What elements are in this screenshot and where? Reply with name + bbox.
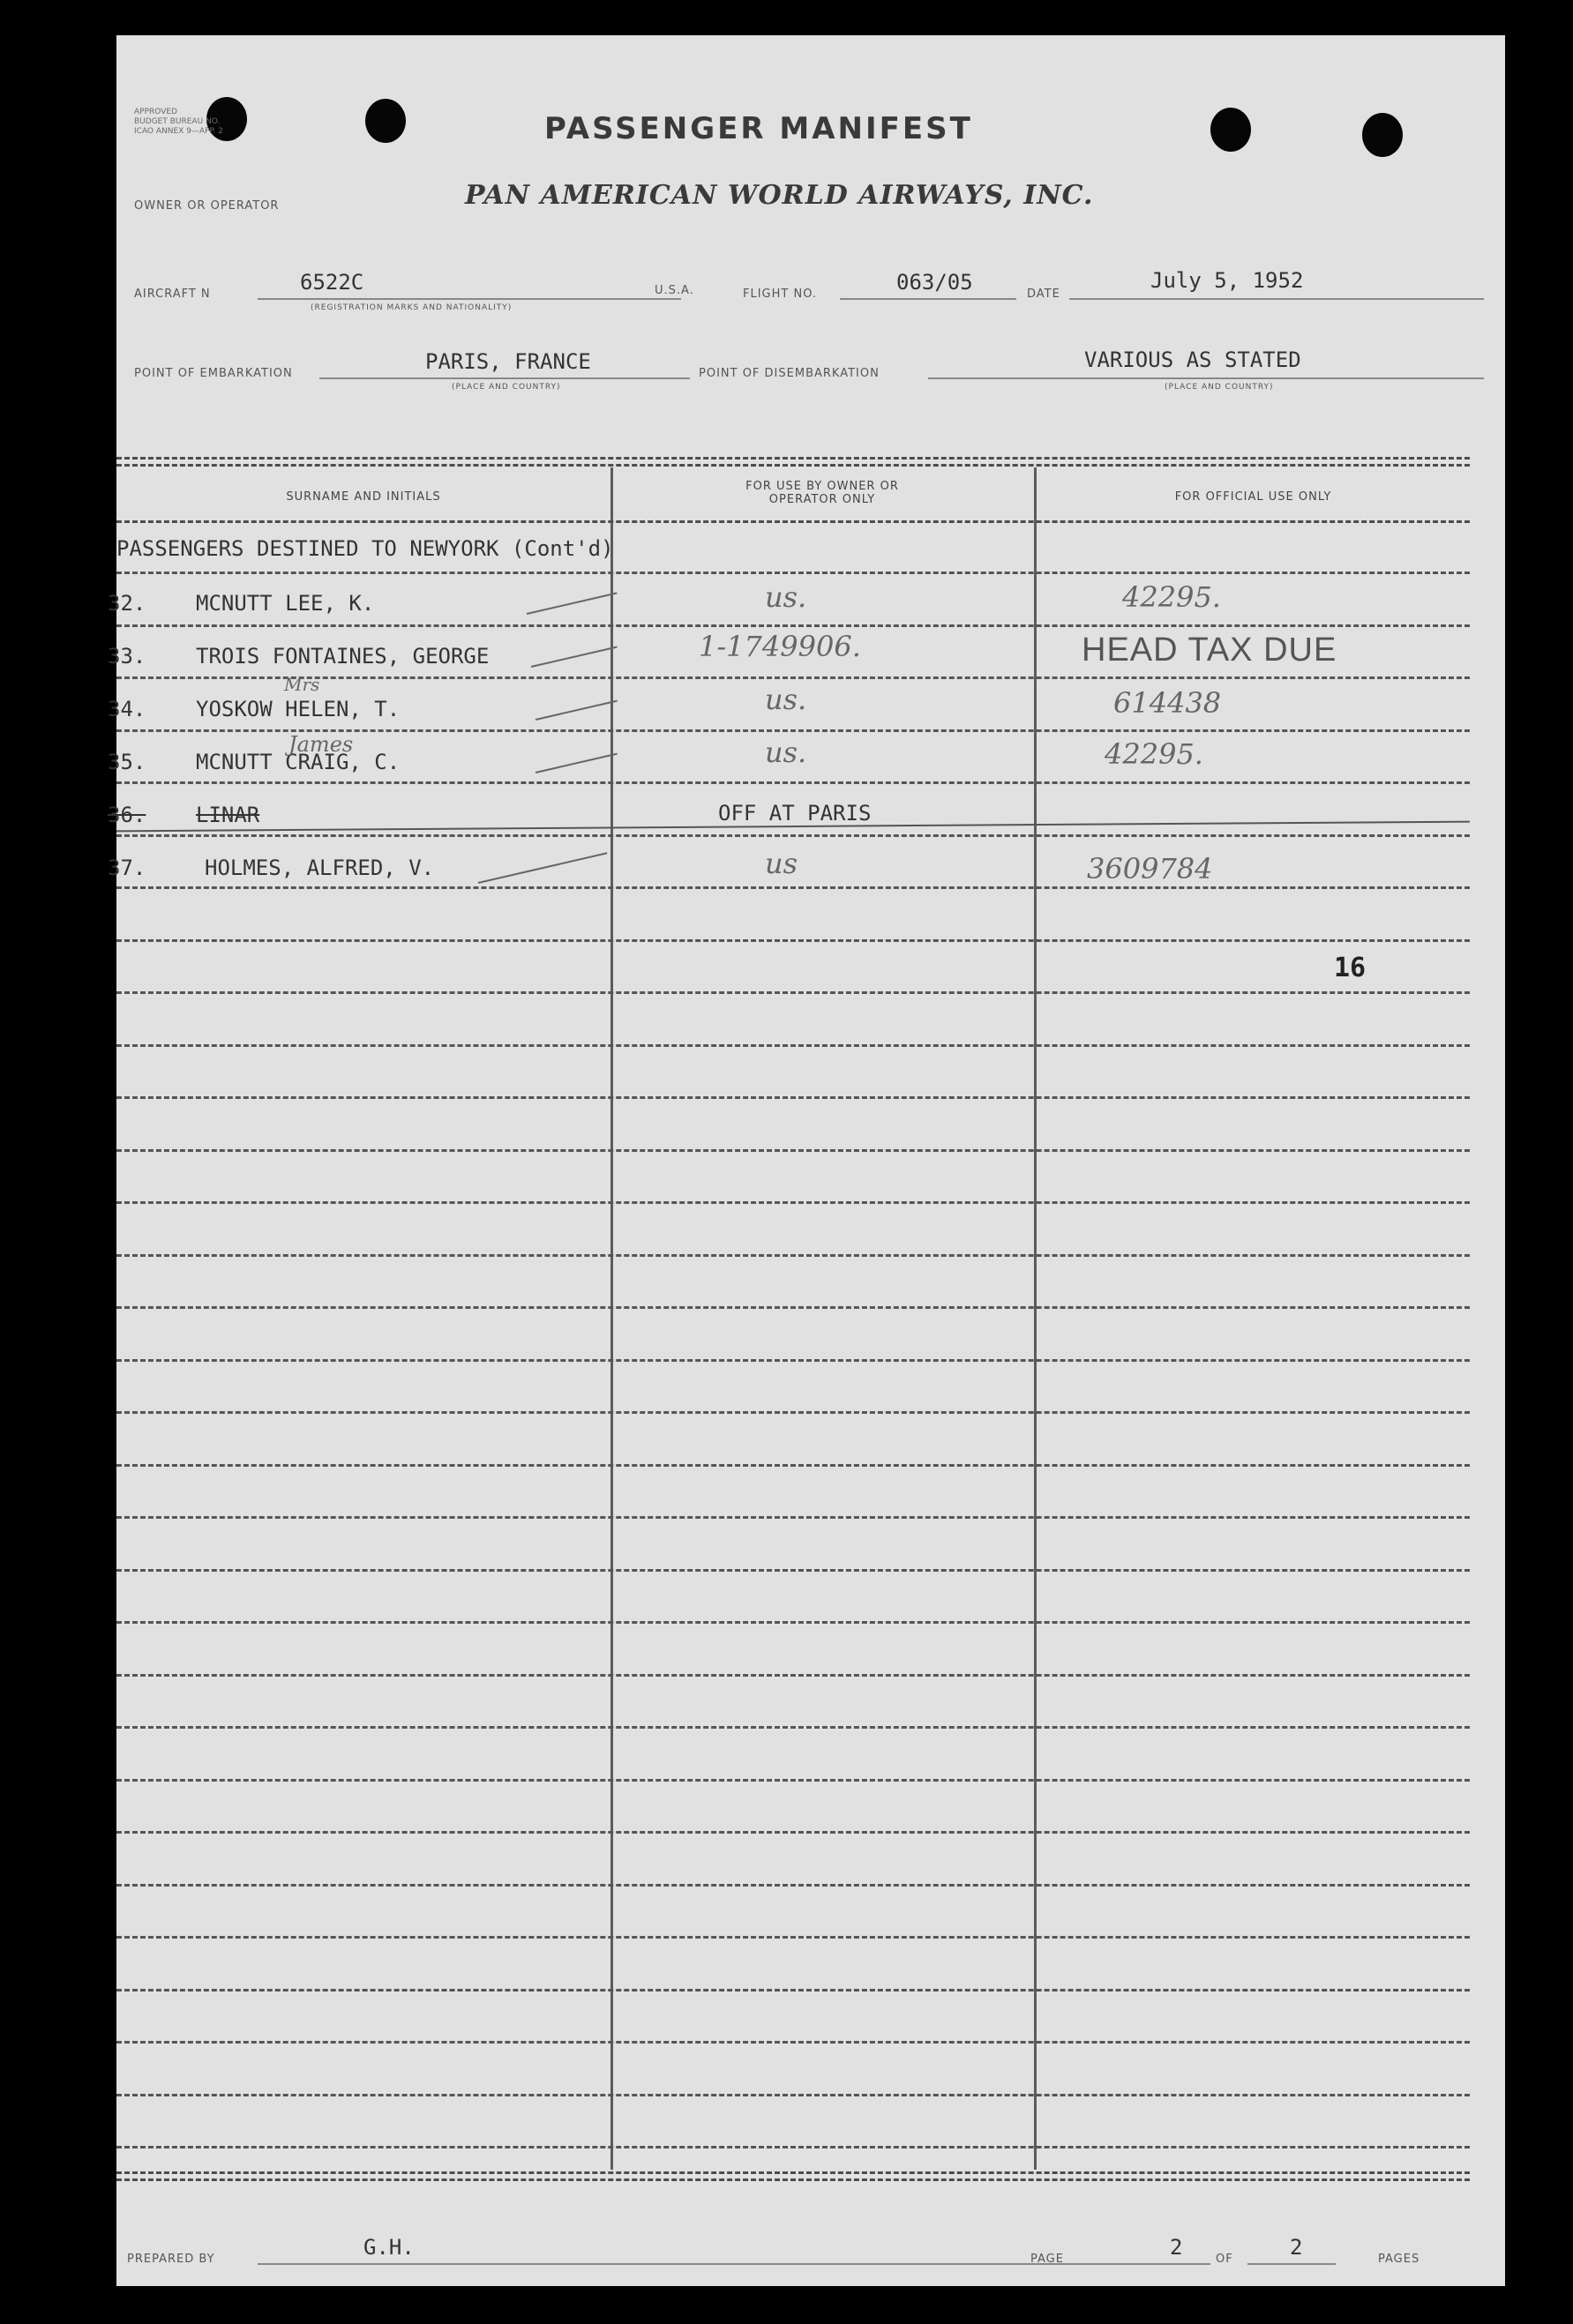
- name-insert: Mrs: [284, 674, 320, 695]
- table-row-rule: [116, 1884, 1470, 1887]
- owner-note: us.: [765, 580, 807, 614]
- table-row-rule: [116, 781, 1470, 784]
- table-row-rule: [116, 1726, 1470, 1729]
- embark-caption: (PLACE AND COUNTRY): [452, 383, 561, 392]
- header-bottom-rule: [116, 520, 1470, 523]
- table-row-rule: [116, 991, 1470, 994]
- page-label: PAGE: [1030, 2253, 1064, 2266]
- flight-label: FLIGHT NO.: [743, 288, 818, 301]
- check-mark: [527, 592, 618, 615]
- table-row-rule: [116, 1621, 1470, 1624]
- date-label: DATE: [1027, 288, 1060, 301]
- of-label: OF: [1216, 2253, 1233, 2266]
- table-top-rule: [116, 457, 1470, 460]
- aircraft-underline: [258, 298, 681, 300]
- punch-hole-3: [1210, 108, 1251, 152]
- column-header-owner-use: FOR USE BY OWNER OR OPERATOR ONLY: [745, 480, 899, 506]
- country-label: U.S.A.: [655, 284, 694, 297]
- passenger-name: YOSKOW HELEN, T.: [196, 697, 401, 721]
- check-mark: [531, 646, 618, 668]
- page-number: 2: [1170, 2235, 1183, 2260]
- table-top-rule-2: [116, 464, 1470, 467]
- table-row-rule: [116, 834, 1470, 837]
- disembark-label: POINT OF DISEMBARKATION: [699, 367, 880, 380]
- table-row-rule: [116, 1411, 1470, 1414]
- table-bottom-rule: [116, 2171, 1470, 2174]
- table-row-rule: [116, 1044, 1470, 1047]
- passenger-number: 32.: [108, 591, 146, 616]
- column-header-surname: SURNAME AND INITIALS: [286, 490, 441, 504]
- flight-underline: [840, 298, 1016, 300]
- manifest-title: PASSENGER MANIFEST: [544, 111, 973, 146]
- table-row-rule: [116, 1201, 1470, 1204]
- embark-label: POINT OF EMBARKATION: [134, 367, 293, 380]
- passenger-name: HOLMES, ALFRED, V.: [205, 856, 435, 880]
- table-row-rule: [116, 1989, 1470, 1991]
- table-row-rule: [116, 1569, 1470, 1572]
- table-row-rule: [116, 1464, 1470, 1467]
- total-underline: [1247, 2263, 1336, 2265]
- punch-hole-4: [1362, 113, 1403, 157]
- owner-note: 1-1749906.: [699, 630, 861, 663]
- table-row-rule: [116, 572, 1470, 574]
- disembark-value: VARIOUS AS STATED: [1084, 347, 1301, 372]
- passenger-name: MCNUTT LEE, K.: [196, 591, 375, 616]
- section-heading: PASSENGERS DESTINED TO NEWYORK (Cont'd): [116, 536, 614, 561]
- table-row-rule: [116, 1831, 1470, 1834]
- punch-hole-2: [365, 99, 406, 143]
- passenger-number: 35.: [108, 750, 146, 774]
- passenger-number: 37.: [108, 856, 146, 880]
- manifest-sheet: [108, 35, 1505, 2286]
- passenger-number: 33.: [108, 644, 146, 669]
- owner-note: us.: [765, 683, 807, 716]
- official-note: 42295.: [1122, 580, 1221, 614]
- column-divider-2: [1034, 467, 1037, 2170]
- off-at-paris-note: OFF AT PARIS: [718, 801, 872, 826]
- table-bottom-rule-2: [116, 2178, 1470, 2181]
- embark-value: PARIS, FRANCE: [425, 349, 591, 374]
- table-row-rule: [116, 2146, 1470, 2148]
- official-note: 42295.: [1105, 737, 1203, 771]
- page-underline: [1069, 2263, 1210, 2265]
- flight-value: 063/05: [896, 270, 973, 295]
- owner-note: us: [765, 847, 798, 880]
- prepared-by-underline: [258, 2263, 1122, 2265]
- disembark-underline: [928, 377, 1484, 379]
- table-row-rule: [116, 1936, 1470, 1939]
- passenger-number: 34.: [108, 697, 146, 721]
- column-header-official-use: FOR OFFICIAL USE ONLY: [1174, 490, 1332, 504]
- owner-label: OWNER OR OPERATOR: [134, 199, 280, 213]
- owner-value: PAN AMERICAN WORLD AIRWAYS, INC.: [465, 180, 1094, 211]
- table-row-rule: [116, 1306, 1470, 1309]
- registration-caption: (REGISTRATION MARKS AND NATIONALITY): [311, 303, 513, 312]
- table-row-rule: [116, 939, 1470, 942]
- aircraft-label: AIRCRAFT N: [134, 288, 211, 301]
- table-row-rule: [116, 1516, 1470, 1519]
- passenger-name: TROIS FONTAINES, GEORGE: [196, 644, 490, 669]
- aircraft-value: 6522C: [300, 270, 364, 295]
- table-row-rule: [116, 1779, 1470, 1782]
- approval-note: APPROVED BUDGET BUREAU NO. ICAO ANNEX 9—APP. 2: [134, 108, 223, 136]
- total-pages: 2: [1290, 2235, 1303, 2260]
- check-mark: [536, 700, 618, 721]
- date-underline: [1069, 298, 1484, 300]
- prepared-by-label: PREPARED BY: [127, 2253, 215, 2266]
- passenger-number: 36.: [108, 803, 146, 827]
- official-note: 3609784: [1087, 852, 1213, 886]
- passenger-name: MCNUTT CRAIG, C.: [196, 750, 401, 774]
- column-divider-1: [610, 467, 613, 2170]
- table-row-rule: [116, 2094, 1470, 2096]
- official-note: 614438: [1113, 686, 1222, 720]
- table-row-rule: [116, 886, 1470, 889]
- table-row-rule: [116, 1096, 1470, 1099]
- table-row-rule: [116, 1149, 1470, 1152]
- pages-label: PAGES: [1378, 2253, 1420, 2266]
- table-row-rule: [116, 624, 1470, 627]
- disembark-caption: (PLACE AND COUNTRY): [1165, 383, 1274, 392]
- passenger-count: 16: [1334, 953, 1367, 983]
- prepared-by-value: G.H.: [363, 2235, 415, 2260]
- head-tax-stamp: HEAD TAX DUE: [1082, 631, 1337, 669]
- check-mark: [478, 852, 608, 884]
- table-row-rule: [116, 1674, 1470, 1677]
- table-row-rule: [116, 2041, 1470, 2044]
- check-mark: [536, 753, 618, 773]
- table-row-rule: [116, 1254, 1470, 1257]
- embark-underline: [319, 377, 690, 379]
- name-insert: James: [288, 732, 354, 757]
- date-value: July 5, 1952: [1150, 268, 1304, 293]
- owner-note: us.: [765, 736, 807, 769]
- passenger-name: LINAR: [196, 803, 260, 827]
- table-row-rule: [116, 1359, 1470, 1362]
